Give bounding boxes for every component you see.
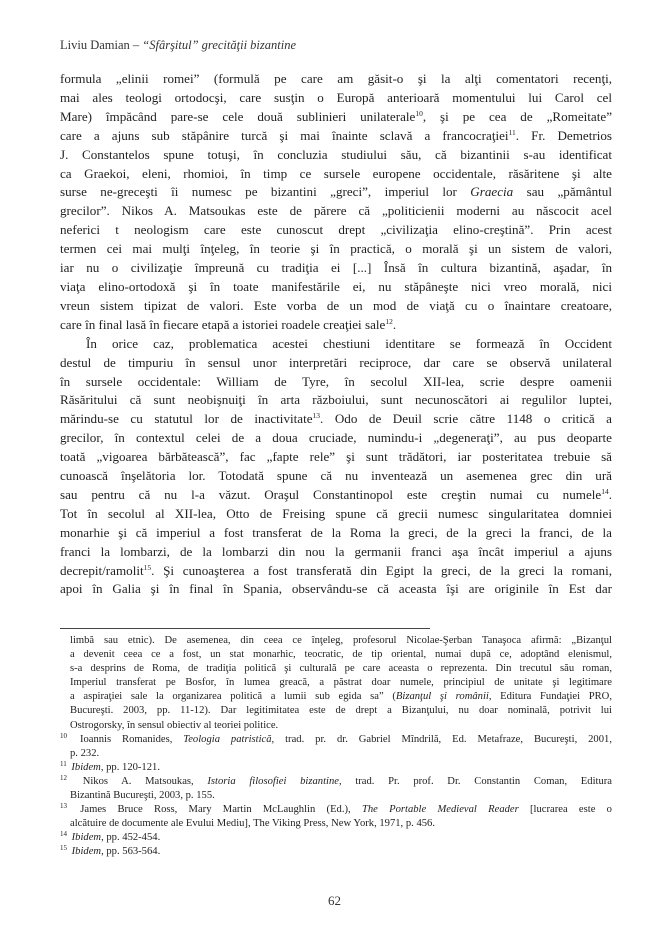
text-line: apoi în Galia şi în final în Spania, observându-se că aceasta îşi are originile în Est dar xyxy=(60,581,612,597)
footnote-12: $^{12}$ Nikos A. Matsoukas, Istoria filosofiei bizantine, trad. Pr. prof. Dr. Constantin Coman, Editura xyxy=(60,773,612,787)
text-line: mărindu-se cu statutul lor de inactivitate$^{13}$. Odo de Deuil scrie către 1148 o critică a xyxy=(60,411,612,427)
text-line: în sursele occidentale: William de Tyre, în secolul XII-lea, scrie despre oamenii xyxy=(60,373,612,389)
footnote-ref-14[interactable]: 14 xyxy=(601,486,609,496)
text-line: În orice caz, problematica acestei chestiuni identitare se formează în Occident xyxy=(86,335,612,351)
running-head-author: Liviu Damian – xyxy=(60,38,143,52)
text-line: Tot în secolul al XII-lea, Otto de Freising spune că grecii numesc singularitatea domniei xyxy=(60,505,612,521)
running-head xyxy=(60,38,296,53)
text-line: Răsăritului că sunt neobişnuiţi în arta războiului, sunt necunoscători ai regulilor luptei, xyxy=(60,392,612,408)
footnote-line: a aspiraţiei sale la organizarea politică a lumii sub egida sa” (Bizanţul şi românii, Editura Fundaţiei PRO, xyxy=(70,691,612,703)
text-line: mai ales teologi ortodocşi, care susţin o Europă anterioară momentului lui Carol cel xyxy=(60,89,612,105)
footnote-separator xyxy=(60,628,430,629)
footnote-15: $^{15}$ Ibidem, pp. 563-564. xyxy=(60,844,161,858)
text-line: decrepit/ramolit$^{15}$. Şi cunoaşterea a fost transferată din Egipt la greci, de la greci la romani, xyxy=(60,562,612,578)
footnote-14: $^{14}$ Ibidem, pp. 452-454. xyxy=(60,830,161,844)
text-line: surse ne-greceşti îi numesc pe bizantini „greci”, imperiul lor Graecia sau „pământul xyxy=(60,184,612,200)
text-line: neferici t neologism care este cunoscut drept „civilizaţia elino-creştină”. Prin acest xyxy=(60,222,612,238)
footnote-line: a devenit ceea ce a fost, un stat monarhic, teocratic, de tip oriental, numai după ce, adoptând elenismul, xyxy=(70,649,612,661)
footnote-line: Bucureşti. 2003, pp. 11-12). Dar legitimitatea este de drept a Bizanţului, nu doar nominală, potrivit lui xyxy=(70,705,612,717)
text-line: destul de timpuriu în sensul unor interpretări reciproce, dar care se observă unilateral xyxy=(60,354,612,370)
text-line: cunoască înşelătoria lor. Totodată spune că nu inventează un asemenea grec din ură xyxy=(60,468,612,484)
text-line: care a ajuns sub stăpânire turcă şi mai înainte sclavă a francocraţiei$^{11}$. Fr. Demetrios xyxy=(60,127,612,143)
text-line: vreun sistem tipizat de valori. Este vorba de un mod de viaţă cu o înaintare creatoare, xyxy=(60,297,612,313)
text-line: toată „vigoarea bărbătească”, fac „fapte rele” şi sunt trădători, iar posteritatea trebuie să xyxy=(60,449,612,465)
page-number: 62 xyxy=(328,893,341,908)
text-line: termen cei mai mulţi înţeleg, în teorie şi în practică, o morală şi un sistem de valori, xyxy=(60,241,612,257)
footnotes xyxy=(60,634,612,860)
footnote-ref-15[interactable]: 15 xyxy=(143,562,152,572)
text-line: grecilor, în contextul celei de a doua cruciade, numindu-i „degeneraţi”, au pus deoparte xyxy=(60,430,612,446)
text-line: iar nu o civilizaţie împreună cu tradiţia ei [...] Însă în cultura bizantină, aşadar, în xyxy=(60,260,612,276)
footnote-13: $^{13}$ James Bruce Ross, Mary Martin McLaughlin (Ed.), The Portable Medieval Reader [lucrarea este o xyxy=(60,802,612,816)
text-line: care în final lasă în fiecare etapă a istoriei roadele creaţiei sale$^{12}$. xyxy=(60,316,397,332)
text-line: monarhie şi că imperiul a fost transferat de la Roma la greci, de la greci la franci, de la xyxy=(60,524,612,540)
text-line: ca Graekoi, eleni, rhomioi, în timp ce sursele europene occidentale, răsăritene şi alte xyxy=(60,165,612,181)
text-line: formula „elinii romei” (formulă pe care am găsit-o şi la alţi comentatori recenţi, xyxy=(60,71,612,86)
footnote-ref-10[interactable]: 10 xyxy=(415,108,423,118)
text-line: franci la lombarzi, de la lombarzi din nou la germanii franci aşa încât imperiul a ajuns xyxy=(60,543,612,559)
footnote-line: s-a desprins de Roma, de tradiţia politică şi culturală pe care aceasta o reprezenta. Din trecutul său roman, xyxy=(70,663,612,675)
footnote-10: $^{10}$ Ioannis Romanides, Teologia patristică, trad. pr. dr. Gabriel Mîndrilă, Ed. Metafraze, Bucureşti, 2001, xyxy=(60,731,612,745)
text-line: sau pentru că nu l-a văzut. Oraşul Constantinopol este creştin numai cu numele$^{14}$. xyxy=(60,486,612,502)
footnote-ref-12[interactable]: 12 xyxy=(385,316,393,326)
text-line: viaţa elino-ortodoxă şi în toate manifestările ei, nu stăpâneşte nici vreo morală, nici xyxy=(60,278,612,294)
footnote-ref-13[interactable]: 13 xyxy=(312,411,321,421)
text-line: Mare) împăcând pare-se cele două sublinieri unilaterale$^{10}$, şi pe cea de „Romeitate” xyxy=(60,108,613,124)
running-head-title: “Sfârşitul” grecităţii bizantine xyxy=(142,38,296,52)
footnote-line: alcătuire de documente ale Evului Mediu], The Viking Press, New York, 1971, p. 456. xyxy=(70,818,435,830)
footnote-line: Bizantină Bucureşti, 2003, p. 155. xyxy=(70,790,215,802)
text-line: grecilor”. Nikos A. Matsoukas este de părere că „politicienii moderni au născocit acel xyxy=(60,203,612,219)
footnote-line: limbă sau etnic). De asemenea, din ceea ce înţeleg, profesorul Nicolae-Şerban Tanaşoca afirmă: „Bizanţul xyxy=(70,635,612,646)
main-text xyxy=(60,70,612,599)
footnote-line: Ostrogorsky, în sensul obiectiv al teoriei politice. xyxy=(70,719,279,731)
footnote-11: $^{11}$ Ibidem, pp. 120-121. xyxy=(60,759,160,773)
footnote-line: Imperiul transferat pe Bosfor, în lumea greacă, a păstrat doar numele, principiul de unitate şi legitimare xyxy=(70,677,612,689)
footnote-line: p. 232. xyxy=(70,747,100,759)
footnote-ref-11[interactable]: 11 xyxy=(508,127,516,137)
text-line: J. Constantelos spune totuşi, în concluzia studiului său, că bizantinii s-au identificat xyxy=(60,146,612,162)
